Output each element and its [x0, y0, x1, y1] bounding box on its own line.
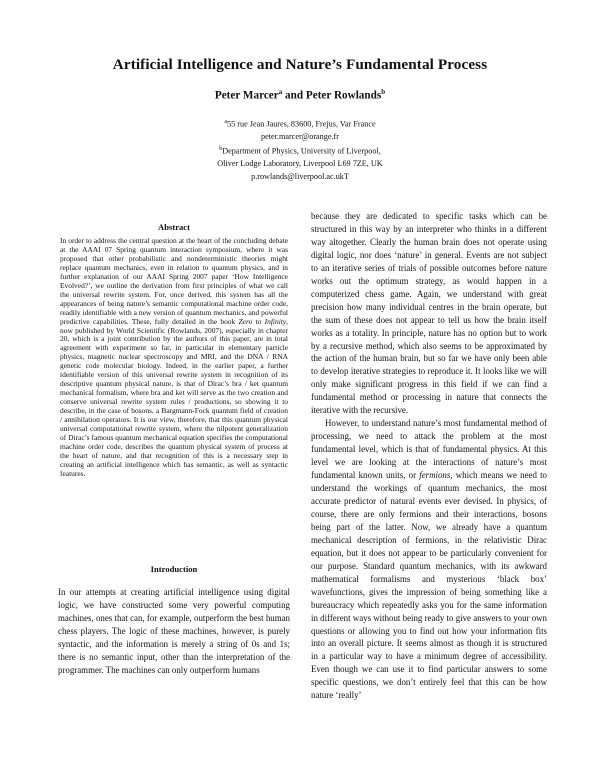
affiliation-b-email: p.rowlands@liverpool.ac.ukT [251, 171, 349, 181]
affiliation-b-dept: Department of Physics, University of Liverpool, [222, 147, 381, 157]
affiliation-a [0, 116, 600, 131]
abstract-text-part-2: , now published by World Scientific (Rowlands, 2007), especially in chapter 20, which is a joint contribution by the authors of this paper, are in total agreement with experiment so far, in particular in elementary particle physics, magnetic nuclear spectroscopy and MRI, and the DNA / RNA genetic code molecular biology. Indeed, in the earlier paper, a further identifiable version of this universal rewrite system in recognition of its descriptive quantum physical nature, is that of Dirac’s bra / ket quantum mechanical formalism, where bra and ket will serve as the two creation and conserve universal rewrite system rules / productions, so showing it to describe, in the case of bosons, a Bargmann-Fock quantum field of creation / annihilation operators. It is our view, therefore, that this quantum physical universal computational rewrite system, where the nilpotent generalization of Dirac’s famous quantum mechanical equation specifies the computational machine order code, describes the quantum physical system of process at the heart of nature, and that recognition of this is a necessary step in creating an artificial intelligence which has semantic, as well as syntactic features. [60, 316, 288, 478]
abstract-text [60, 237, 288, 479]
author-conjunction: and [282, 89, 306, 102]
author-mark-1: a [278, 88, 283, 96]
paragraph-2-part-2: , which means we need to understand the workings of quantum mechanics, the most accurate predictor of natural events ever devised. In physics, of course, there are only fermions and their interactions, bosons being part of the latter. Now, we already have a quantum mechanical description of fermions, in the relativistic Dirac equation, but it does not appear to be particularly convenient for our purpose. Standard quantum mechanics, with its awkward mathematical formalisms and mysterious ‘black box’ wavefunctions, gives the impression of being something like a bureaucracy which repeatedly asks you for the same information in different ways without being ready to give answers to your own questions or allowing you to find out how your information fits into an overall picture. It seems almost as though it is structured in a particular way to have a minimum degree of accessibility. Even though we can use it to find particular answers to some specific questions, we don’t entirely feel that this can be how nature ‘really’ [311, 470, 547, 701]
introduction-section [58, 564, 290, 677]
affiliation-a-email: peter.marcer@orange.fr [261, 132, 339, 142]
abstract-section [60, 222, 288, 479]
introduction-paragraph: In our attempts at creating artificial intelligence using digital logic, we have constructed some very powerful computing machines, ones that can, for example, outperform the best human chess players. The logic of these machines, however, is purely syntactic, and the information is merely a string of 0s and 1s; there is no semantic input, other than the interpretation of the programmer. The machines can only outperform humans [58, 587, 290, 675]
abstract-heading: Abstract [158, 222, 190, 232]
abstract-book-title: Zero to Infinity [238, 316, 287, 326]
affiliation-a-mark: a [224, 119, 228, 125]
right-column [311, 210, 547, 702]
right-column-paragraph-2 [311, 417, 547, 702]
fermions-term: fermions [419, 470, 451, 481]
affiliation-b-mark: b [219, 146, 223, 153]
affiliation-a-address: 55 rue Jean Jaures, 83600, Frejus, Var France [227, 119, 376, 129]
paragraph-2-part-1: However, to understand nature’s most fundamental method of processing, we need to attack the problem at the most fundamental level, which is that of fundamental physics. At this level we are looking at the interactions of nature’s most fundamental known units, or [311, 418, 547, 481]
affiliations [0, 116, 600, 183]
right-column-paragraph-1: because they are dedicated to specific tasks which can be structured in this way by an interpreter who thinks in a different way altogether. Clearly the human brain does not operate using digital logic, nor does ‘nature’ in general. Events are not subject to an iterative series of trials of possible outcomes before nature works out the optimum strategy, as would happen in a computerized chess game. Again, we understand with great precision how many individual centres in the brain operate, but the sum of these does not appear to tell us how the brain itself works as a totality. In principle, nature has no option but to work by a recursive method, which also seems to be approximated by the action of the human brain, but so far we have only been able to develop iterative strategies to reproduce it. It looks like we will only make significant progress in this field if we can find a fundamental method or processing in nature that connects the iterative with the recursive. [311, 211, 547, 416]
author-mark-2: b [381, 88, 386, 96]
introduction-heading: Introduction [150, 564, 198, 574]
affiliation-b [0, 143, 600, 158]
author-line [0, 88, 600, 102]
author-name-1: Peter Marcer [214, 89, 279, 102]
affiliation-b-address: Oliver Lodge Laboratory, Liverpool L69 7ZE, UK [217, 159, 383, 169]
abstract-text-part-1: In order to address the central question at the heart of the concluding debate at the AAAI 07 Spring quantum interaction symposium, where it was proposed that other probabilistic and nondeterministic theories might replace quantum mechanics, even in relation to quantum physics, and in further explanation of our AAAI Spring 2007 paper ‘How Intelligence Evolved?’, we outline the derivation from first principles of what we call the universal rewrite system. For, once derived, this system has all the appearances of being nature’s semantic computational machine order code, readily identifiable with a new version of quantum mechanics, and powerful predictive capabilities. These, fully detailed in the book [60, 236, 288, 326]
author-name-2: Peter Rowlands [305, 89, 382, 102]
paper-title: Artificial Intelligence and Nature’s Fundamental Process [112, 56, 488, 73]
